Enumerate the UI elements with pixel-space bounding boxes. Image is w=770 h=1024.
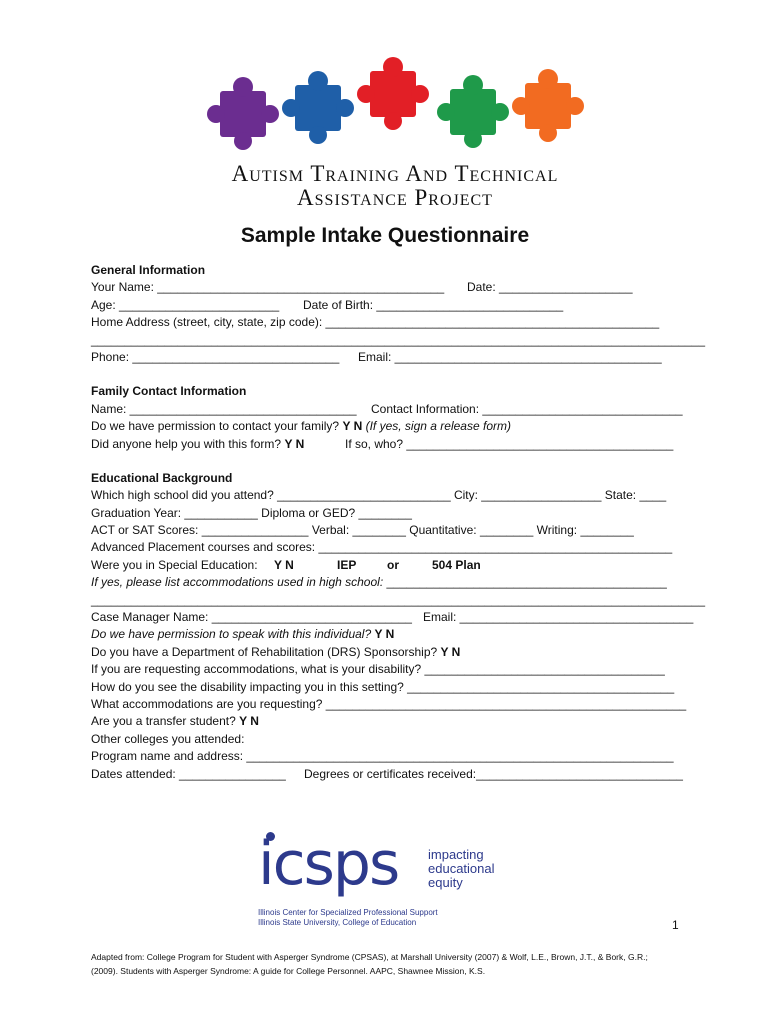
special-ed-row [91, 557, 701, 574]
footer-line-1: Adapted from: College Program for Student with Asperger Syndrome (CPSAS), at Marshall University (2007) & Wolf, L.E., Brown, J.T., & Bork, G.R.; [91, 952, 648, 962]
help-question: Did anyone help you with this form? [91, 436, 282, 451]
icsps-tagline-1: impacting [428, 847, 484, 862]
contact-info-field[interactable]: Contact Information: ______________________________ [371, 401, 683, 416]
icsps-logo [258, 828, 508, 928]
email-field[interactable]: Email: ________________________________________ [358, 349, 662, 364]
transfer-question: Are you a transfer student? [91, 714, 236, 729]
phone-row [91, 349, 701, 366]
logo-line-1: Autism Training And Technical [231, 161, 559, 186]
age-row [91, 297, 701, 314]
graduation-field[interactable]: Graduation Year: ___________ Diploma or GED? ________ [91, 505, 412, 520]
dob-field[interactable]: Date of Birth: ____________________________ [303, 297, 564, 312]
accommodations-hs-line-2[interactable]: ____________________________________________________________________________________________ [91, 592, 705, 607]
help-yn[interactable]: Y N [284, 436, 305, 451]
icsps-subtitle [258, 908, 438, 928]
education-heading: Educational Background [91, 470, 233, 485]
drs-question: Do you have a Department of Rehabilitation (DRS) Sponsorship? [91, 644, 438, 659]
ap-courses-field[interactable]: Advanced Placement courses and scores: _____________________________________________________ [91, 540, 673, 555]
high-school-field[interactable]: Which high school did you attend? __________________________ City: __________________ State: ____ [91, 488, 667, 503]
family-name-row [91, 401, 701, 418]
puzzle-piece-icon [357, 57, 429, 130]
act-sat-field[interactable]: ACT or SAT Scores: ________________ Verbal: ________ Quantitative: ________ Writing: ________ [91, 523, 634, 538]
address-line-2[interactable]: ____________________________________________________________________________________________ [91, 332, 705, 347]
puzzle-piece-icon [512, 69, 584, 142]
intake-form [91, 262, 705, 783]
permission-row [91, 418, 701, 435]
icsps-sub-2: Illinois State University, College of Education [258, 918, 417, 927]
page-number: 1 [672, 918, 679, 932]
icsps-tagline [428, 848, 495, 890]
plan-504-option[interactable]: 504 Plan [432, 557, 481, 572]
other-colleges-label: Other colleges you attended: [91, 731, 245, 746]
program-name-field[interactable]: Program name and address: ________________________________________________________________ [91, 749, 674, 764]
your-name-field[interactable]: Your Name: ___________________________________________ [91, 280, 445, 295]
date-field[interactable]: Date: ____________________ [467, 280, 633, 295]
permission-question: Do we have permission to contact your family? [91, 419, 340, 434]
help-who-field[interactable]: If so, who? ________________________________________ [345, 436, 674, 451]
phone-field[interactable]: Phone: _______________________________ [91, 349, 340, 364]
iep-option[interactable]: IEP [337, 557, 357, 572]
drs-row [91, 644, 701, 661]
general-heading: General Information [91, 263, 206, 277]
special-ed-yn[interactable]: Y N [274, 557, 294, 572]
permission-note: (If yes, sign a release form) [365, 419, 511, 434]
transfer-row [91, 713, 701, 730]
family-heading: Family Contact Information [91, 384, 247, 399]
speak-row [91, 626, 701, 643]
dates-row [91, 766, 701, 783]
case-manager-field[interactable]: Case Manager Name: ______________________________ [91, 610, 412, 625]
disability-field[interactable]: If you are requesting accommodations, what is your disability? ____________________________________ [91, 662, 665, 677]
puzzle-piece-icon [437, 75, 509, 148]
icsps-sub-1: Illinois Center for Specialized Professional Support [258, 908, 438, 917]
icsps-wordmark: icsps [258, 829, 399, 899]
autism-project-logo [205, 55, 585, 210]
special-ed-question: Were you in Special Education: [91, 557, 258, 572]
speak-yn[interactable]: Y N [374, 627, 395, 642]
accommodations-hs-row [91, 574, 701, 591]
transfer-yn[interactable]: Y N [239, 714, 259, 729]
impact-field[interactable]: How do you see the disability impacting you in this setting? ________________________________________ [91, 679, 675, 694]
permission-yn[interactable]: Y N [342, 419, 363, 434]
icsps-tagline-2: educational [428, 861, 495, 876]
accommodations-hs-label: If yes, please list accommodations used in high school: [91, 575, 384, 590]
help-row [91, 436, 701, 453]
icsps-tagline-3: equity [428, 875, 463, 890]
puzzle-piece-icon [282, 71, 354, 144]
footer-citation [91, 950, 701, 978]
drs-yn[interactable]: Y N [440, 644, 461, 659]
degrees-field[interactable]: Degrees or certificates received:_______________________________ [304, 766, 683, 781]
family-name-field[interactable]: Name: __________________________________ [91, 401, 357, 416]
footer-line-2: (2009). Students with Asperger Syndrome: A guide for College Personnel. AAPC, Shawnee Mission, K.S. [91, 966, 486, 976]
age-field[interactable]: Age: ________________________ [91, 297, 280, 312]
accom-request-field[interactable]: What accommodations are you requesting? ______________________________________________________ [91, 696, 687, 711]
puzzle-piece-icon [207, 77, 279, 150]
page-title: Sample Intake Questionnaire [240, 224, 530, 247]
case-email-field[interactable]: Email: ___________________________________ [423, 610, 694, 625]
speak-question: Do we have permission to speak with this individual? [91, 627, 372, 642]
case-manager-row [91, 609, 701, 626]
dates-attended-field[interactable]: Dates attended: ________________ [91, 766, 286, 781]
accommodations-hs-field[interactable]: __________________________________________ [386, 575, 667, 590]
or-label: or [387, 557, 399, 572]
your-name-row [91, 279, 701, 296]
logo-line-2: Assistance Project [297, 185, 493, 210]
puzzle-pieces-icon [205, 55, 585, 155]
home-address-field[interactable]: Home Address (street, city, state, zip code): __________________________________________________ [91, 315, 660, 330]
